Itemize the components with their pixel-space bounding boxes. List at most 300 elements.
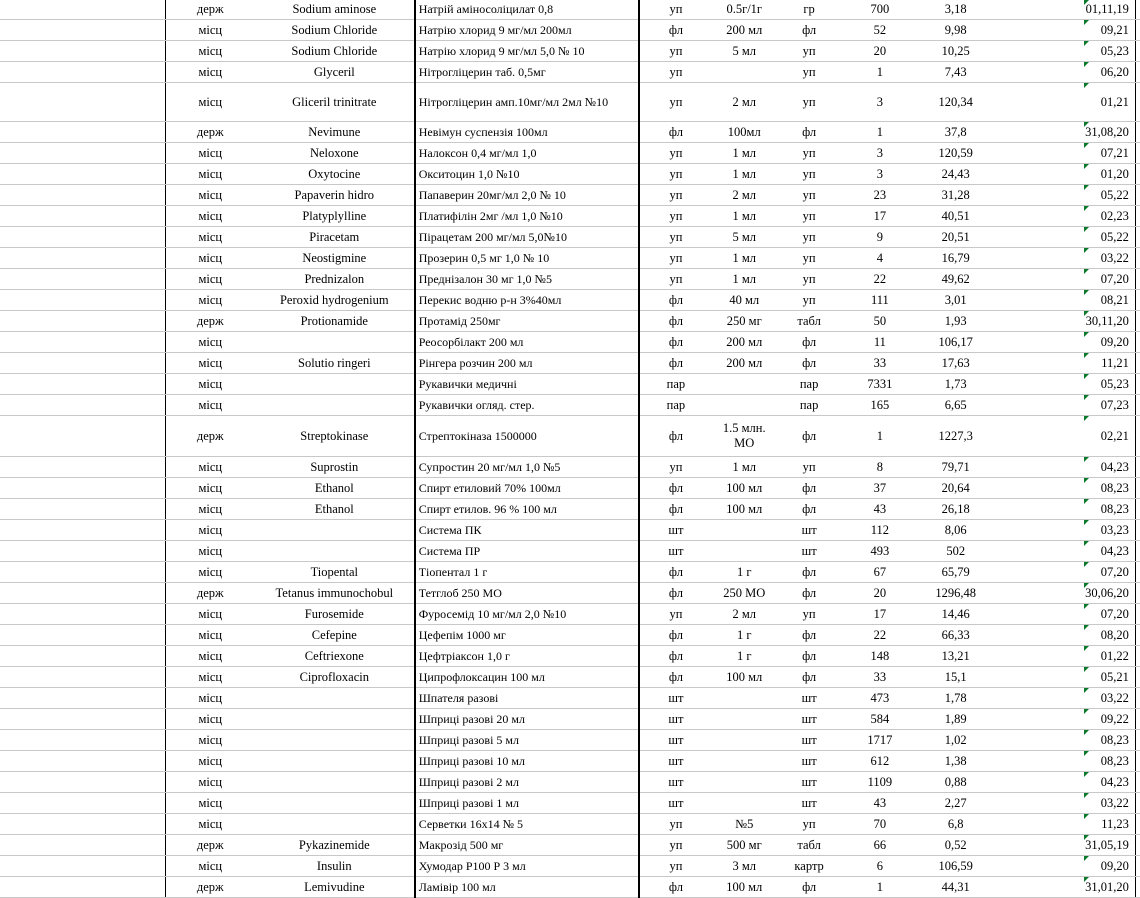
status-cell[interactable]: держ bbox=[165, 583, 255, 604]
row-header-cell[interactable] bbox=[0, 667, 165, 688]
edge-cell[interactable] bbox=[1135, 353, 1140, 374]
form-cell[interactable]: уп bbox=[639, 164, 713, 185]
form-cell[interactable]: фл bbox=[639, 667, 713, 688]
price-cell[interactable]: 24,43 bbox=[918, 164, 994, 185]
inn-cell[interactable]: Insulin bbox=[255, 856, 415, 877]
form-cell[interactable]: уп bbox=[639, 269, 713, 290]
unit-cell[interactable]: фл bbox=[776, 416, 842, 457]
empty-cell[interactable] bbox=[994, 374, 1084, 395]
status-cell[interactable]: місц bbox=[165, 41, 255, 62]
unit-cell[interactable]: фл bbox=[776, 20, 842, 41]
unit-cell[interactable]: фл bbox=[776, 332, 842, 353]
quantity-cell[interactable]: 22 bbox=[842, 625, 918, 646]
dose-cell[interactable]: 5 мл bbox=[712, 41, 776, 62]
date-cell[interactable] bbox=[1083, 541, 1135, 562]
edge-cell[interactable] bbox=[1135, 185, 1140, 206]
dose-cell[interactable]: 200 мл bbox=[712, 332, 776, 353]
dose-cell[interactable]: 1 мл bbox=[712, 164, 776, 185]
status-cell[interactable]: місц bbox=[165, 374, 255, 395]
empty-cell[interactable] bbox=[994, 562, 1084, 583]
drug-name-cell[interactable]: Макрозід 500 мг bbox=[415, 835, 639, 856]
empty-cell[interactable] bbox=[994, 269, 1084, 290]
edge-cell[interactable] bbox=[1135, 835, 1140, 856]
quantity-cell[interactable]: 43 bbox=[842, 499, 918, 520]
empty-cell[interactable] bbox=[994, 478, 1084, 499]
inn-cell[interactable]: Sodium Chloride bbox=[255, 41, 415, 62]
row-header-cell[interactable] bbox=[0, 625, 165, 646]
drug-name-cell[interactable]: Окситоцин 1,0 №10 bbox=[415, 164, 639, 185]
form-cell[interactable]: уп bbox=[639, 814, 713, 835]
quantity-cell[interactable]: 3 bbox=[842, 143, 918, 164]
quantity-cell[interactable]: 584 bbox=[842, 709, 918, 730]
empty-cell[interactable] bbox=[994, 290, 1084, 311]
drug-name-cell[interactable]: Шприці разові 20 мл bbox=[415, 709, 639, 730]
date-cell[interactable] bbox=[1083, 83, 1135, 122]
date-cell[interactable] bbox=[1083, 164, 1135, 185]
status-cell[interactable]: місц bbox=[165, 646, 255, 667]
unit-cell[interactable]: уп bbox=[776, 457, 842, 478]
row-header-cell[interactable] bbox=[0, 709, 165, 730]
inn-cell[interactable]: Oxytocine bbox=[255, 164, 415, 185]
edge-cell[interactable] bbox=[1135, 332, 1140, 353]
dose-cell[interactable]: 2 мл bbox=[712, 185, 776, 206]
dose-cell[interactable]: 1 г bbox=[712, 646, 776, 667]
row-header-cell[interactable] bbox=[0, 793, 165, 814]
form-cell[interactable]: фл bbox=[639, 478, 713, 499]
quantity-cell[interactable]: 52 bbox=[842, 20, 918, 41]
drug-name-cell[interactable]: Система ПР bbox=[415, 541, 639, 562]
status-cell[interactable]: місц bbox=[165, 856, 255, 877]
date-cell[interactable] bbox=[1083, 185, 1135, 206]
edge-cell[interactable] bbox=[1135, 227, 1140, 248]
row-header-cell[interactable] bbox=[0, 122, 165, 143]
row-header-cell[interactable] bbox=[0, 583, 165, 604]
price-cell[interactable]: 1,89 bbox=[918, 709, 994, 730]
empty-cell[interactable] bbox=[994, 877, 1084, 898]
status-cell[interactable]: місц bbox=[165, 667, 255, 688]
date-cell[interactable] bbox=[1083, 730, 1135, 751]
quantity-cell[interactable]: 165 bbox=[842, 395, 918, 416]
unit-cell[interactable]: уп bbox=[776, 290, 842, 311]
row-header-cell[interactable] bbox=[0, 772, 165, 793]
drug-name-cell[interactable]: Прозерин 0,5 мг 1,0 № 10 bbox=[415, 248, 639, 269]
status-cell[interactable]: місц bbox=[165, 290, 255, 311]
inn-cell[interactable] bbox=[255, 520, 415, 541]
date-cell[interactable] bbox=[1083, 688, 1135, 709]
drug-name-cell[interactable]: Рукавички огляд. стер. bbox=[415, 395, 639, 416]
price-cell[interactable]: 3,18 bbox=[918, 0, 994, 20]
drug-name-cell[interactable]: Шпателя разові bbox=[415, 688, 639, 709]
drug-name-cell[interactable]: Рукавички медичні bbox=[415, 374, 639, 395]
edge-cell[interactable] bbox=[1135, 667, 1140, 688]
empty-cell[interactable] bbox=[994, 227, 1084, 248]
unit-cell[interactable]: шт bbox=[776, 793, 842, 814]
unit-cell[interactable]: шт bbox=[776, 520, 842, 541]
empty-cell[interactable] bbox=[994, 604, 1084, 625]
date-cell[interactable] bbox=[1083, 269, 1135, 290]
dose-cell[interactable]: 1 мл bbox=[712, 206, 776, 227]
drug-name-cell[interactable]: Налоксон 0,4 мг/мл 1,0 bbox=[415, 143, 639, 164]
inn-cell[interactable]: Solutio ringeri bbox=[255, 353, 415, 374]
status-cell[interactable]: місц bbox=[165, 395, 255, 416]
price-cell[interactable]: 1,93 bbox=[918, 311, 994, 332]
status-cell[interactable]: місц bbox=[165, 709, 255, 730]
empty-cell[interactable] bbox=[994, 143, 1084, 164]
status-cell[interactable]: держ bbox=[165, 835, 255, 856]
form-cell[interactable]: фл bbox=[639, 583, 713, 604]
row-header-cell[interactable] bbox=[0, 143, 165, 164]
date-cell[interactable] bbox=[1083, 562, 1135, 583]
empty-cell[interactable] bbox=[994, 185, 1084, 206]
dose-cell[interactable]: 1 мл bbox=[712, 143, 776, 164]
form-cell[interactable]: уп bbox=[639, 83, 713, 122]
empty-cell[interactable] bbox=[994, 122, 1084, 143]
quantity-cell[interactable]: 700 bbox=[842, 0, 918, 20]
status-cell[interactable]: місц bbox=[165, 62, 255, 83]
status-cell[interactable]: місц bbox=[165, 269, 255, 290]
drug-name-cell[interactable]: Тіопентал 1 г bbox=[415, 562, 639, 583]
form-cell[interactable]: уп bbox=[639, 62, 713, 83]
empty-cell[interactable] bbox=[994, 332, 1084, 353]
dose-cell[interactable]: 2 мл bbox=[712, 83, 776, 122]
edge-cell[interactable] bbox=[1135, 269, 1140, 290]
inn-cell[interactable] bbox=[255, 772, 415, 793]
inn-cell[interactable] bbox=[255, 332, 415, 353]
quantity-cell[interactable]: 17 bbox=[842, 206, 918, 227]
empty-cell[interactable] bbox=[994, 730, 1084, 751]
price-cell[interactable]: 44,31 bbox=[918, 877, 994, 898]
status-cell[interactable]: місц bbox=[165, 20, 255, 41]
drug-name-cell[interactable]: Натрій аміносоліцилат 0,8 bbox=[415, 0, 639, 20]
dose-cell[interactable]: 500 мг bbox=[712, 835, 776, 856]
inn-cell[interactable]: Suprostin bbox=[255, 457, 415, 478]
form-cell[interactable]: шт bbox=[639, 730, 713, 751]
unit-cell[interactable]: уп bbox=[776, 604, 842, 625]
inn-cell[interactable]: Protionamide bbox=[255, 311, 415, 332]
status-cell[interactable]: місц bbox=[165, 688, 255, 709]
status-cell[interactable]: місц bbox=[165, 814, 255, 835]
unit-cell[interactable]: уп bbox=[776, 227, 842, 248]
drug-name-cell[interactable]: Цефтріаксон 1,0 г bbox=[415, 646, 639, 667]
unit-cell[interactable]: шт bbox=[776, 541, 842, 562]
form-cell[interactable]: уп bbox=[639, 41, 713, 62]
edge-cell[interactable] bbox=[1135, 206, 1140, 227]
drug-name-cell[interactable]: Спирт етиловий 70% 100мл bbox=[415, 478, 639, 499]
unit-cell[interactable]: фл bbox=[776, 478, 842, 499]
form-cell[interactable]: уп bbox=[639, 0, 713, 20]
dose-cell[interactable]: 1 г bbox=[712, 625, 776, 646]
edge-cell[interactable] bbox=[1135, 311, 1140, 332]
empty-cell[interactable] bbox=[994, 311, 1084, 332]
inn-cell[interactable] bbox=[255, 395, 415, 416]
unit-cell[interactable]: фл bbox=[776, 122, 842, 143]
quantity-cell[interactable]: 493 bbox=[842, 541, 918, 562]
drug-name-cell[interactable]: Шприці разові 1 мл bbox=[415, 793, 639, 814]
empty-cell[interactable] bbox=[994, 625, 1084, 646]
row-header-cell[interactable] bbox=[0, 416, 165, 457]
empty-cell[interactable] bbox=[994, 20, 1084, 41]
dose-cell[interactable]: 1 мл bbox=[712, 269, 776, 290]
drug-name-cell[interactable]: Шприці разові 2 мл bbox=[415, 772, 639, 793]
form-cell[interactable]: уп bbox=[639, 185, 713, 206]
edge-cell[interactable] bbox=[1135, 604, 1140, 625]
edge-cell[interactable] bbox=[1135, 772, 1140, 793]
edge-cell[interactable] bbox=[1135, 856, 1140, 877]
row-header-cell[interactable] bbox=[0, 751, 165, 772]
dose-cell[interactable] bbox=[712, 395, 776, 416]
date-cell[interactable] bbox=[1083, 353, 1135, 374]
quantity-cell[interactable]: 4 bbox=[842, 248, 918, 269]
quantity-cell[interactable]: 20 bbox=[842, 41, 918, 62]
inn-cell[interactable]: Papaverin hidro bbox=[255, 185, 415, 206]
row-header-cell[interactable] bbox=[0, 311, 165, 332]
drug-name-cell[interactable]: Супростин 20 мг/мл 1,0 №5 bbox=[415, 457, 639, 478]
row-header-cell[interactable] bbox=[0, 646, 165, 667]
quantity-cell[interactable]: 6 bbox=[842, 856, 918, 877]
inn-cell[interactable]: Ceftriexone bbox=[255, 646, 415, 667]
status-cell[interactable]: держ bbox=[165, 0, 255, 20]
quantity-cell[interactable]: 1717 bbox=[842, 730, 918, 751]
form-cell[interactable]: фл bbox=[639, 311, 713, 332]
row-header-cell[interactable] bbox=[0, 62, 165, 83]
status-cell[interactable]: місц bbox=[165, 83, 255, 122]
form-cell[interactable]: шт bbox=[639, 520, 713, 541]
unit-cell[interactable]: фл bbox=[776, 583, 842, 604]
status-cell[interactable]: місц bbox=[165, 751, 255, 772]
form-cell[interactable]: шт bbox=[639, 541, 713, 562]
edge-cell[interactable] bbox=[1135, 20, 1140, 41]
form-cell[interactable]: фл bbox=[639, 877, 713, 898]
form-cell[interactable]: шт bbox=[639, 772, 713, 793]
status-cell[interactable]: місц bbox=[165, 332, 255, 353]
price-cell[interactable]: 6,65 bbox=[918, 395, 994, 416]
empty-cell[interactable] bbox=[994, 0, 1084, 20]
quantity-cell[interactable]: 1109 bbox=[842, 772, 918, 793]
unit-cell[interactable]: табл bbox=[776, 311, 842, 332]
status-cell[interactable]: місц bbox=[165, 499, 255, 520]
unit-cell[interactable]: шт bbox=[776, 730, 842, 751]
inn-cell[interactable] bbox=[255, 709, 415, 730]
drug-name-cell[interactable]: Нітрогліцерин амп.10мг/мл 2мл №10 bbox=[415, 83, 639, 122]
unit-cell[interactable]: шт bbox=[776, 709, 842, 730]
drug-name-cell[interactable]: Перекис водню р-н 3%40мл bbox=[415, 290, 639, 311]
drug-name-cell[interactable]: Система ПК bbox=[415, 520, 639, 541]
drug-name-cell[interactable]: Шприці разові 5 мл bbox=[415, 730, 639, 751]
form-cell[interactable]: шт bbox=[639, 793, 713, 814]
empty-cell[interactable] bbox=[994, 835, 1084, 856]
empty-cell[interactable] bbox=[994, 353, 1084, 374]
date-cell[interactable] bbox=[1083, 20, 1135, 41]
form-cell[interactable]: фл bbox=[639, 562, 713, 583]
unit-cell[interactable]: фл bbox=[776, 562, 842, 583]
drug-name-cell[interactable]: Цефепім 1000 мг bbox=[415, 625, 639, 646]
price-cell[interactable]: 8,06 bbox=[918, 520, 994, 541]
drug-name-cell[interactable]: Нітрогліцерин таб. 0,5мг bbox=[415, 62, 639, 83]
row-header-cell[interactable] bbox=[0, 374, 165, 395]
drug-name-cell[interactable]: Протамід 250мг bbox=[415, 311, 639, 332]
date-cell[interactable] bbox=[1083, 416, 1135, 457]
row-header-cell[interactable] bbox=[0, 457, 165, 478]
quantity-cell[interactable]: 148 bbox=[842, 646, 918, 667]
status-cell[interactable]: місц bbox=[165, 562, 255, 583]
quantity-cell[interactable]: 67 bbox=[842, 562, 918, 583]
date-cell[interactable] bbox=[1083, 604, 1135, 625]
drug-name-cell[interactable]: Серветки 16х14 № 5 bbox=[415, 814, 639, 835]
row-header-cell[interactable] bbox=[0, 206, 165, 227]
unit-cell[interactable]: фл bbox=[776, 353, 842, 374]
unit-cell[interactable]: уп bbox=[776, 814, 842, 835]
status-cell[interactable]: місц bbox=[165, 730, 255, 751]
edge-cell[interactable] bbox=[1135, 625, 1140, 646]
price-cell[interactable]: 31,28 bbox=[918, 185, 994, 206]
price-cell[interactable]: 79,71 bbox=[918, 457, 994, 478]
date-cell[interactable] bbox=[1083, 478, 1135, 499]
quantity-cell[interactable]: 111 bbox=[842, 290, 918, 311]
inn-cell[interactable]: Ethanol bbox=[255, 499, 415, 520]
quantity-cell[interactable]: 473 bbox=[842, 688, 918, 709]
empty-cell[interactable] bbox=[994, 164, 1084, 185]
dose-cell[interactable]: 100 мл bbox=[712, 478, 776, 499]
date-cell[interactable] bbox=[1083, 122, 1135, 143]
quantity-cell[interactable]: 66 bbox=[842, 835, 918, 856]
dose-cell[interactable]: 200 мл bbox=[712, 353, 776, 374]
empty-cell[interactable] bbox=[994, 41, 1084, 62]
dose-cell[interactable]: 100 мл bbox=[712, 877, 776, 898]
dose-cell[interactable]: 1 мл bbox=[712, 457, 776, 478]
price-cell[interactable]: 49,62 bbox=[918, 269, 994, 290]
status-cell[interactable]: місц bbox=[165, 772, 255, 793]
price-cell[interactable]: 15,1 bbox=[918, 667, 994, 688]
price-cell[interactable]: 0,52 bbox=[918, 835, 994, 856]
date-cell[interactable] bbox=[1083, 457, 1135, 478]
form-cell[interactable]: уп bbox=[639, 206, 713, 227]
row-header-cell[interactable] bbox=[0, 269, 165, 290]
inn-cell[interactable]: Cefepine bbox=[255, 625, 415, 646]
quantity-cell[interactable]: 9 bbox=[842, 227, 918, 248]
date-cell[interactable] bbox=[1083, 332, 1135, 353]
quantity-cell[interactable]: 612 bbox=[842, 751, 918, 772]
status-cell[interactable]: держ bbox=[165, 416, 255, 457]
inn-cell[interactable] bbox=[255, 751, 415, 772]
inn-cell[interactable]: Streptokinase bbox=[255, 416, 415, 457]
drug-name-cell[interactable]: Фуросемід 10 мг/мл 2,0 №10 bbox=[415, 604, 639, 625]
inn-cell[interactable]: Gliceril trinitrate bbox=[255, 83, 415, 122]
edge-cell[interactable] bbox=[1135, 751, 1140, 772]
inn-cell[interactable] bbox=[255, 374, 415, 395]
date-cell[interactable] bbox=[1083, 206, 1135, 227]
date-cell[interactable] bbox=[1083, 835, 1135, 856]
row-header-cell[interactable] bbox=[0, 290, 165, 311]
edge-cell[interactable] bbox=[1135, 143, 1140, 164]
inn-cell[interactable]: Sodium aminose bbox=[255, 0, 415, 20]
empty-cell[interactable] bbox=[994, 646, 1084, 667]
drug-name-cell[interactable]: Стрептокіназа 1500000 bbox=[415, 416, 639, 457]
row-header-cell[interactable] bbox=[0, 0, 165, 20]
status-cell[interactable]: місц bbox=[165, 185, 255, 206]
quantity-cell[interactable]: 3 bbox=[842, 83, 918, 122]
inn-cell[interactable]: Platyplylline bbox=[255, 206, 415, 227]
date-cell[interactable] bbox=[1083, 227, 1135, 248]
quantity-cell[interactable]: 43 bbox=[842, 793, 918, 814]
price-cell[interactable]: 0,88 bbox=[918, 772, 994, 793]
status-cell[interactable]: місц bbox=[165, 541, 255, 562]
inn-cell[interactable]: Peroxid hydrogenium bbox=[255, 290, 415, 311]
date-cell[interactable] bbox=[1083, 395, 1135, 416]
row-header-cell[interactable] bbox=[0, 877, 165, 898]
empty-cell[interactable] bbox=[994, 83, 1084, 122]
dose-cell[interactable]: 2 мл bbox=[712, 604, 776, 625]
dose-cell[interactable]: 0.5г/1г bbox=[712, 0, 776, 20]
inn-cell[interactable] bbox=[255, 814, 415, 835]
inn-cell[interactable]: Glyceril bbox=[255, 62, 415, 83]
status-cell[interactable]: місц bbox=[165, 248, 255, 269]
date-cell[interactable] bbox=[1083, 374, 1135, 395]
drug-name-cell[interactable]: Ламівір 100 мл bbox=[415, 877, 639, 898]
price-cell[interactable]: 13,21 bbox=[918, 646, 994, 667]
dose-cell[interactable] bbox=[712, 793, 776, 814]
quantity-cell[interactable]: 50 bbox=[842, 311, 918, 332]
quantity-cell[interactable]: 23 bbox=[842, 185, 918, 206]
edge-cell[interactable] bbox=[1135, 478, 1140, 499]
dose-cell[interactable] bbox=[712, 709, 776, 730]
drug-name-cell[interactable]: Тетглоб 250 МО bbox=[415, 583, 639, 604]
row-header-cell[interactable] bbox=[0, 520, 165, 541]
row-header-cell[interactable] bbox=[0, 814, 165, 835]
quantity-cell[interactable]: 70 bbox=[842, 814, 918, 835]
quantity-cell[interactable]: 20 bbox=[842, 583, 918, 604]
unit-cell[interactable]: уп bbox=[776, 41, 842, 62]
quantity-cell[interactable]: 37 bbox=[842, 478, 918, 499]
form-cell[interactable]: фл bbox=[639, 499, 713, 520]
edge-cell[interactable] bbox=[1135, 374, 1140, 395]
date-cell[interactable] bbox=[1083, 814, 1135, 835]
price-cell[interactable]: 2,27 bbox=[918, 793, 994, 814]
dose-cell[interactable]: 200 мл bbox=[712, 20, 776, 41]
unit-cell[interactable]: уп bbox=[776, 248, 842, 269]
price-cell[interactable]: 37,8 bbox=[918, 122, 994, 143]
unit-cell[interactable]: гр bbox=[776, 0, 842, 20]
dose-cell[interactable]: 5 мл bbox=[712, 227, 776, 248]
edge-cell[interactable] bbox=[1135, 122, 1140, 143]
empty-cell[interactable] bbox=[994, 667, 1084, 688]
form-cell[interactable]: фл bbox=[639, 290, 713, 311]
empty-cell[interactable] bbox=[994, 206, 1084, 227]
status-cell[interactable]: місц bbox=[165, 353, 255, 374]
price-cell[interactable]: 16,79 bbox=[918, 248, 994, 269]
drug-name-cell[interactable]: Пірацетам 200 мг/мл 5,0№10 bbox=[415, 227, 639, 248]
price-cell[interactable]: 1,02 bbox=[918, 730, 994, 751]
price-cell[interactable]: 7,43 bbox=[918, 62, 994, 83]
price-cell[interactable]: 20,51 bbox=[918, 227, 994, 248]
unit-cell[interactable]: фл bbox=[776, 667, 842, 688]
drug-name-cell[interactable]: Спирт етилов. 96 % 100 мл bbox=[415, 499, 639, 520]
date-cell[interactable] bbox=[1083, 751, 1135, 772]
status-cell[interactable]: місц bbox=[165, 164, 255, 185]
form-cell[interactable]: уп bbox=[639, 604, 713, 625]
edge-cell[interactable] bbox=[1135, 877, 1140, 898]
unit-cell[interactable]: уп bbox=[776, 62, 842, 83]
date-cell[interactable] bbox=[1083, 311, 1135, 332]
date-cell[interactable] bbox=[1083, 62, 1135, 83]
edge-cell[interactable] bbox=[1135, 709, 1140, 730]
date-cell[interactable] bbox=[1083, 625, 1135, 646]
empty-cell[interactable] bbox=[994, 395, 1084, 416]
form-cell[interactable]: пар bbox=[639, 395, 713, 416]
edge-cell[interactable] bbox=[1135, 62, 1140, 83]
drug-name-cell[interactable]: Натрію хлорид 9 мг/мл 5,0 № 10 bbox=[415, 41, 639, 62]
date-cell[interactable] bbox=[1083, 646, 1135, 667]
row-header-cell[interactable] bbox=[0, 395, 165, 416]
